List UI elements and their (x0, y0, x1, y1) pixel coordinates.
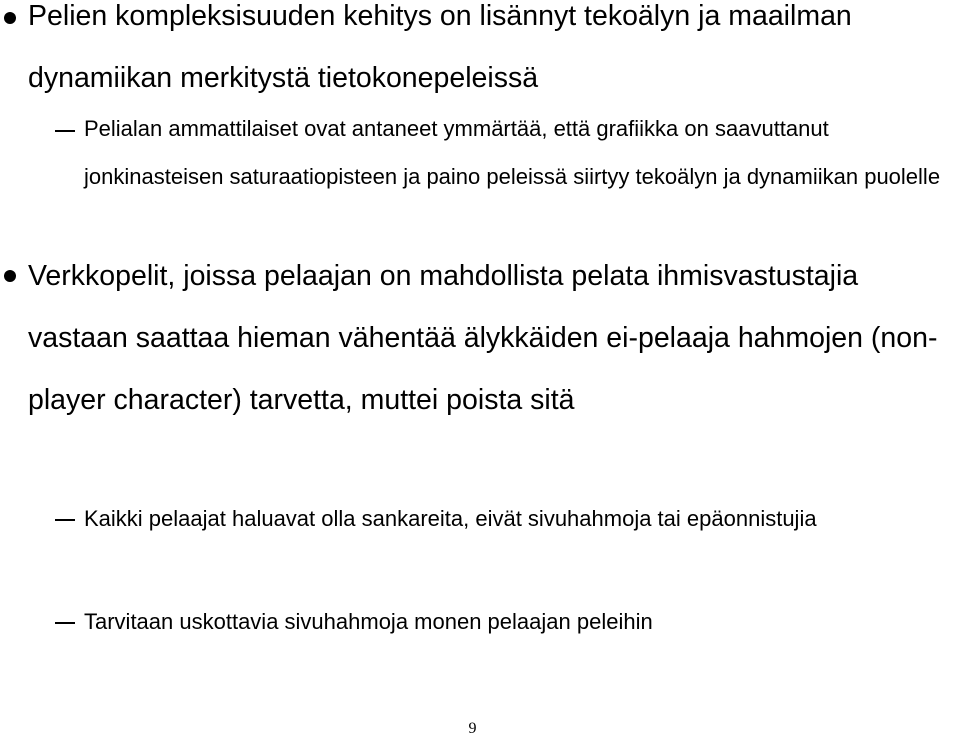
sub-point-3 (84, 598, 944, 646)
bullet-point-1 (28, 0, 958, 109)
sub-point-1 (84, 105, 944, 201)
bullet-point-2 (28, 245, 958, 431)
dash-icon (55, 130, 75, 132)
sub-point-text: Tarvitaan uskottavia sivuhahmoja monen pelaajan peleihin (84, 609, 653, 634)
bullet-icon (4, 12, 16, 24)
bullet-point-text: Pelien kompleksisuuden kehitys on lisännyt tekoälyn ja maailman dynamiikan merkitystä tietokonepeleissä (28, 0, 852, 94)
sub-point-2 (84, 495, 944, 543)
bullet-point-text: Verkkopelit, joissa pelaajan on mahdollista pelata ihmisvastustajia vastaan saattaa hieman vähentää älykkäiden ei-pelaaja hahmojen (non-player character) tarvetta, muttei poista sitä (28, 260, 938, 416)
sub-point-text: Pelialan ammattilaiset ovat antaneet ymmärtää, että grafiikka on saavuttanut jonkinasteisen saturaatiopisteen ja paino peleissä siirtyy tekoälyn ja dynamiikan puolelle (84, 116, 941, 189)
page-number: 9 (468, 720, 477, 737)
dash-icon (55, 622, 75, 624)
bullet-icon (4, 270, 16, 282)
dash-icon (55, 519, 75, 521)
sub-point-text: Kaikki pelaajat haluavat olla sankareita, eivät sivuhahmoja tai epäonnistujia (84, 506, 817, 531)
